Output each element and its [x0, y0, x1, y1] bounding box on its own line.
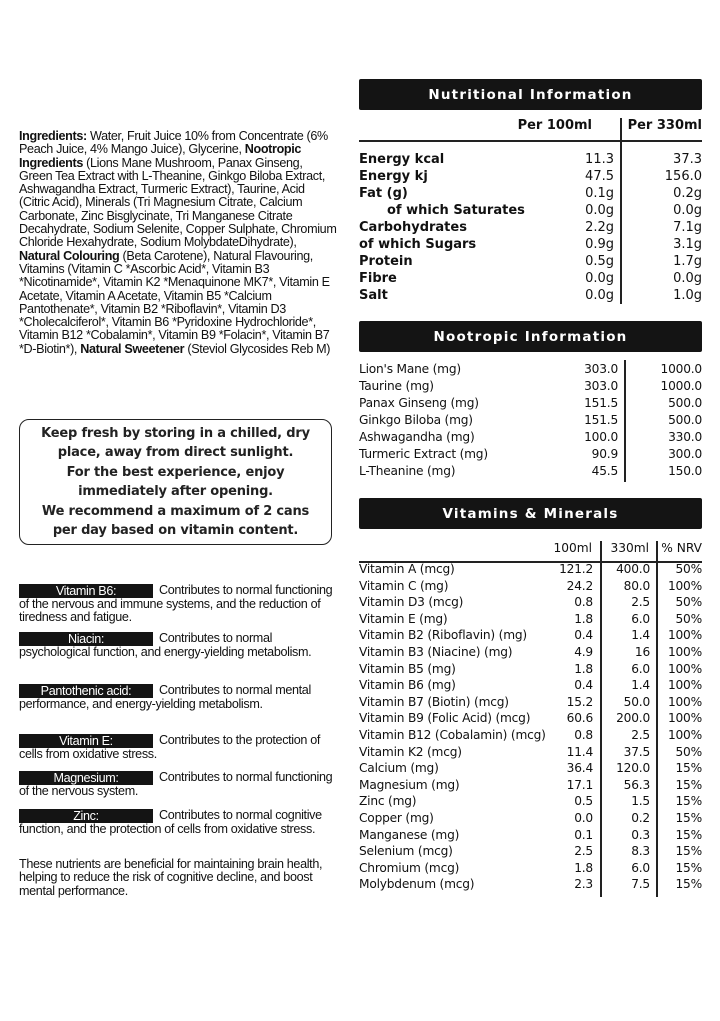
vitamin-row	[359, 678, 702, 695]
nutrition-label: Carbohydrates	[359, 220, 467, 235]
vitamin-value-100ml: 0.1	[574, 827, 593, 842]
nutritional-header-row	[359, 118, 702, 138]
benefit-text: Contributes to normal psychological function, and energy-yielding metabolism.	[19, 631, 312, 659]
per-330ml-header: Per 330ml	[627, 118, 702, 133]
nutrition-value-330ml: 7.1g	[673, 220, 702, 235]
nootropic-row	[359, 430, 702, 447]
nutrition-value-100ml: 11.3	[585, 152, 614, 167]
vitamin-value-330ml: 200.0	[616, 711, 650, 726]
vitamin-value-330ml: 16	[634, 645, 650, 659]
ingredients-part3: (Beta Carotene), Natural Flavouring, Vitamins (Vitamin C *Ascorbic Acid*, Vitamin B3 *Nicotinamide*, Vitamin K2 *Menaquinone MK7*, Vitamin E Acetate, Vitamin A Acetate, Vitamin B5 *Calcium Pantothenate*, Vitamin B2 *Riboflavin*, Vitamin D3 *Cholecalciferol*, Vitamin B6 *Pyridoxine Hydrochloride*, Vitamin B12 *Cobalamin*, Vitamin B9 *Folacin*, Vitamin B7 *D-Biotin*),	[19, 248, 330, 356]
vitamin-nrv: 15%	[675, 877, 702, 892]
vitamin-label: Calcium (mg)	[359, 761, 439, 776]
vitamin-value-100ml: 0.0	[574, 811, 593, 825]
natural-colouring-label: Natural Colouring	[19, 248, 120, 263]
nutrition-value-100ml: 2.2g	[585, 220, 614, 235]
storage-line: We recommend a maximum of 2 cans	[41, 503, 310, 519]
vitamin-value-330ml: 0.3	[631, 827, 650, 842]
benefit-text: Contributes to normal functioning of the nervous and immune systems, and the reduction of tiredness and fatigue.	[19, 583, 333, 624]
benefit-tag: Zinc:	[19, 809, 153, 823]
vitamin-value-100ml: 15.2	[566, 694, 593, 709]
vitamin-nrv: 15%	[675, 777, 702, 792]
vitamin-label: Vitamin A (mcg)	[359, 562, 455, 576]
vitamin-value-100ml: 1.8	[574, 661, 593, 676]
nootropic-row	[359, 447, 702, 464]
vitamin-row	[359, 861, 702, 878]
benefit-tag: Vitamin E:	[19, 734, 153, 748]
vitamin-nrv: 50%	[675, 611, 702, 626]
vitamin-value-330ml: 50.0	[623, 694, 650, 709]
nootropic-row	[359, 464, 702, 481]
per-100ml-header: Per 100ml	[517, 118, 592, 133]
vitamin-label: Molybdenum (mcg)	[359, 877, 475, 892]
nutrition-row	[359, 203, 702, 220]
vitamin-nrv: 50%	[675, 744, 702, 759]
vitamin-value-100ml: 121.2	[559, 562, 593, 576]
vitamin-value-100ml: 60.6	[566, 711, 593, 726]
vitamin-value-330ml: 80.0	[623, 578, 650, 593]
vitamin-label: Vitamin B3 (Niacine) (mg)	[359, 645, 513, 659]
vitamins-100ml-header: 100ml	[553, 541, 592, 555]
nutrition-label: Protein	[359, 254, 413, 269]
nootropic-value-100ml: 151.5	[584, 413, 618, 427]
vitamin-value-330ml: 120.0	[616, 761, 650, 776]
vitamin-value-100ml: 1.8	[574, 611, 593, 626]
storage-advice-box	[19, 419, 332, 545]
vitamin-row	[359, 828, 702, 845]
vitamin-label: Vitamin B9 (Folic Acid) (mcg)	[359, 711, 531, 726]
storage-line: per day based on vitamin content.	[52, 523, 299, 538]
vitamin-row	[359, 811, 702, 828]
vitamin-row	[359, 778, 702, 795]
vitamin-label: Vitamin B6 (mg)	[359, 678, 456, 693]
nutrition-label: Energy kj	[359, 169, 428, 184]
vitamin-value-330ml: 400.0	[616, 562, 650, 576]
nutrition-row	[359, 271, 702, 288]
closing-statement: These nutrients are beneficial for maintaining brain health, helping to reduce the risk of cognitive decline, and boost mental performance.	[19, 857, 323, 898]
vitamin-value-100ml: 0.8	[574, 595, 593, 610]
nootropic-label: Ginkgo Biloba (mg)	[359, 413, 473, 427]
vitamin-nrv: 15%	[675, 794, 702, 809]
benefit-tag: Magnesium:	[19, 771, 153, 785]
vitamin-value-330ml: 1.4	[631, 678, 650, 693]
ingredients-text	[19, 130, 337, 356]
vitamin-label: Vitamin K2 (mcg)	[359, 744, 462, 759]
vitamin-nrv: 15%	[675, 761, 702, 776]
nutrition-row	[359, 186, 702, 203]
nootropic-value-330ml: 500.0	[668, 396, 702, 410]
vitamin-value-100ml: 11.4	[566, 744, 593, 759]
vitamin-nrv: 100%	[667, 628, 702, 643]
nutrition-value-330ml: 0.0g	[673, 203, 702, 218]
vitamin-value-100ml: 0.4	[574, 678, 593, 693]
nootropic-label: Ashwagandha (mg)	[359, 430, 475, 444]
vitamin-value-330ml: 8.3	[631, 844, 650, 859]
vitamin-row	[359, 745, 702, 762]
vitamin-value-100ml: 4.9	[574, 645, 593, 659]
storage-line: place, away from direct sunlight.	[57, 445, 294, 460]
natural-sweetener-label: Natural Sweetener	[80, 341, 185, 356]
nootropic-value-100ml: 303.0	[584, 379, 618, 393]
ingredients-part1: Water, Fruit Juice 10% from Concentrate (6% Peach Juice, 4% Mango Juice), Glycerine,	[19, 129, 328, 157]
benefit-tag: Pantothenic acid:	[19, 684, 153, 698]
nutrition-row	[359, 220, 702, 237]
benefit-text: Contributes to normal mental performance, and energy-yielding metabolism.	[19, 683, 311, 711]
vitamin-label: Chromium (mcg)	[359, 860, 460, 875]
storage-line: immediately after opening.	[78, 484, 273, 499]
nootropic-value-100ml: 100.0	[584, 430, 618, 444]
vitamin-nrv: 100%	[667, 728, 702, 742]
nootropic-row	[359, 396, 702, 413]
vitamin-value-330ml: 1.5	[631, 794, 650, 809]
nutrition-value-330ml: 0.0g	[673, 271, 702, 286]
nootropic-value-330ml: 500.0	[668, 413, 702, 427]
nutritional-header-rule	[359, 140, 702, 142]
vitamin-label: Magnesium (mg)	[359, 777, 460, 792]
nootropic-label: Turmeric Extract (mg)	[359, 447, 488, 461]
nutrition-value-100ml: 0.9g	[585, 237, 614, 252]
nutritional-information-banner: Nutritional Information	[359, 79, 702, 110]
benefit-text: Contributes to normal functioning of the nervous system.	[19, 770, 333, 798]
vitamin-row	[359, 612, 702, 629]
vitamin-value-100ml: 0.8	[574, 728, 593, 742]
nutrition-label: of which Sugars	[359, 237, 477, 252]
vitamin-nrv: 15%	[675, 827, 702, 842]
vitamin-value-100ml: 24.2	[566, 578, 593, 593]
nutrition-row	[359, 237, 702, 254]
vitamin-nrv: 100%	[667, 645, 702, 659]
vitamin-nrv: 100%	[667, 661, 702, 676]
benefit-niacin	[19, 632, 334, 659]
nootropic-value-330ml: 330.0	[668, 430, 702, 444]
vitamin-row	[359, 662, 702, 679]
vitamin-value-100ml: 0.5	[574, 794, 593, 809]
nutrition-value-100ml: 0.0g	[585, 271, 614, 286]
vitamin-nrv: 50%	[675, 595, 702, 610]
vitamin-label: Vitamin D3 (mcg)	[359, 595, 464, 610]
nootropic-label: Panax Ginseng (mg)	[359, 396, 479, 410]
nutrition-row	[359, 169, 702, 186]
vitamin-nrv: 15%	[675, 844, 702, 859]
benefit-vitamin-b6	[19, 584, 334, 624]
ingredients-part4: (Steviol Glycosides Reb M)	[184, 341, 331, 356]
benefit-pantothenic-acid	[19, 684, 334, 711]
benefit-text: Contributes to normal cognitive function, and the protection of cells from oxidative stress.	[19, 808, 322, 836]
vitamin-label: Vitamin B2 (Riboflavin) (mg)	[359, 628, 527, 643]
vitamin-row	[359, 562, 702, 579]
vitamin-value-330ml: 2.5	[631, 595, 650, 610]
vitamin-row	[359, 761, 702, 778]
vitamins-header-row	[359, 541, 702, 559]
benefit-magnesium	[19, 771, 334, 798]
nutrition-row	[359, 254, 702, 271]
vitamin-row	[359, 628, 702, 645]
vitamin-nrv: 100%	[667, 678, 702, 693]
nutrition-row	[359, 288, 702, 305]
nootropic-value-330ml: 300.0	[668, 447, 702, 461]
nootropic-information-banner: Nootropic Information	[359, 321, 702, 352]
nutrition-value-330ml: 156.0	[664, 169, 702, 184]
nutrition-label: Fibre	[359, 271, 397, 286]
vitamin-row	[359, 877, 702, 894]
nutrition-label: of which Saturates	[387, 203, 525, 218]
nootropic-value-330ml: 1000.0	[660, 379, 702, 393]
vitamin-row	[359, 695, 702, 712]
vitamins-minerals-banner: Vitamins & Minerals	[359, 498, 702, 529]
nootropic-label: L-Theanine (mg)	[359, 464, 456, 478]
nutrition-label: Fat (g)	[359, 186, 408, 201]
vitamin-nrv: 100%	[667, 578, 702, 593]
nootropic-value-330ml: 1000.0	[660, 362, 702, 376]
nootropic-row	[359, 413, 702, 430]
nutrition-value-100ml: 0.5g	[585, 254, 614, 269]
nutrition-value-330ml: 0.2g	[673, 186, 702, 201]
nootropic-value-100ml: 45.5	[591, 464, 618, 478]
nootropic-value-100ml: 90.9	[591, 447, 618, 461]
vitamins-330ml-header: 330ml	[610, 541, 649, 555]
nootropic-row	[359, 362, 702, 379]
vitamin-value-330ml: 1.4	[631, 628, 650, 643]
nootropic-row	[359, 379, 702, 396]
vitamin-value-100ml: 17.1	[566, 777, 593, 792]
vitamin-value-330ml: 0.2	[631, 811, 650, 825]
vitamin-value-330ml: 56.3	[623, 777, 650, 792]
vitamin-value-330ml: 6.0	[631, 611, 650, 626]
vitamin-nrv: 50%	[675, 562, 702, 576]
storage-line: Keep fresh by storing in a chilled, dry	[41, 425, 310, 441]
nutrition-label: Energy kcal	[359, 152, 445, 167]
vitamin-value-330ml: 37.5	[623, 744, 650, 759]
nootropic-value-330ml: 150.0	[668, 464, 702, 478]
ingredients-part2: (Lions Mane Mushroom, Panax Ginseng, Green Tea Extract with L-Theanine, Ginkgo Biloba Extract, Ashwagandha Extract, Turmeric Extract), Taurine, Acid (Citric Acid), Minerals (Tri Magnesium Citrate, Calcium Carbonate, Zinc Bisglycinate, Tri Manganese Citrate Decahydrate, Sodium Selenite, Copper Sulphate, Chromium Chloride Hexahydrate, Sodium MolybdateDihydrate),	[19, 155, 337, 250]
vitamin-value-100ml: 36.4	[566, 761, 593, 776]
nootropic-ingredients-label: Nootropic Ingredients	[19, 142, 302, 170]
benefit-vitamin-e	[19, 734, 334, 761]
vitamins-nrv-header: % NRV	[661, 541, 702, 555]
nutrition-label: Salt	[359, 288, 388, 303]
vitamin-value-330ml: 6.0	[631, 860, 650, 875]
nutrition-value-100ml: 0.0g	[585, 288, 614, 303]
vitamin-label: Vitamin C (mg)	[359, 578, 449, 593]
nutrition-row	[359, 152, 702, 169]
nutrition-value-330ml: 37.3	[673, 152, 702, 167]
benefit-zinc	[19, 809, 334, 836]
vitamin-value-100ml: 2.3	[574, 877, 593, 892]
vitamin-nrv: 100%	[667, 694, 702, 709]
nutrition-value-100ml: 0.1g	[585, 186, 614, 201]
vitamin-row	[359, 844, 702, 861]
vitamin-value-330ml: 6.0	[631, 661, 650, 676]
nootropic-value-100ml: 151.5	[584, 396, 618, 410]
vitamin-nrv: 15%	[675, 860, 702, 875]
vitamin-nrv: 100%	[667, 711, 702, 726]
vitamin-value-330ml: 2.5	[631, 728, 650, 742]
nootropic-label: Lion's Mane (mg)	[359, 362, 461, 376]
nutrition-value-100ml: 47.5	[585, 169, 614, 184]
vitamin-label: Zinc (mg)	[359, 794, 417, 809]
nootropic-label: Taurine (mg)	[359, 379, 434, 393]
vitamin-label: Copper (mg)	[359, 811, 434, 825]
vitamin-value-100ml: 2.5	[574, 844, 593, 859]
nutrition-value-100ml: 0.0g	[585, 203, 614, 218]
vitamin-row	[359, 794, 702, 811]
vitamin-label: Vitamin B7 (Biotin) (mcg)	[359, 694, 509, 709]
nutrition-value-330ml: 1.0g	[673, 288, 702, 303]
ingredients-label: Ingredients:	[19, 129, 87, 143]
storage-advice-text	[41, 424, 310, 541]
vitamin-label: Vitamin E (mg)	[359, 611, 448, 626]
vitamin-row	[359, 595, 702, 612]
vitamin-row	[359, 645, 702, 662]
nutrition-value-330ml: 3.1g	[673, 237, 702, 252]
benefit-tag: Vitamin B6:	[19, 584, 153, 598]
vitamin-row	[359, 579, 702, 596]
vitamin-label: Selenium (mcg)	[359, 844, 453, 859]
vitamin-row	[359, 728, 702, 745]
benefit-text: Contributes to the protection of cells from oxidative stress.	[19, 733, 321, 761]
vitamin-label: Vitamin B12 (Cobalamin) (mcg)	[359, 728, 546, 742]
vitamin-row	[359, 711, 702, 728]
benefit-tag: Niacin:	[19, 632, 153, 646]
vitamin-value-100ml: 0.4	[574, 628, 593, 643]
vitamin-value-100ml: 1.8	[574, 860, 593, 875]
nutrition-value-330ml: 1.7g	[673, 254, 702, 269]
vitamin-label: Vitamin B5 (mg)	[359, 661, 456, 676]
nootropic-value-100ml: 303.0	[584, 362, 618, 376]
vitamin-nrv: 15%	[675, 811, 702, 825]
storage-line: For the best experience, enjoy	[66, 464, 285, 480]
vitamin-label: Manganese (mg)	[359, 827, 460, 842]
vitamin-value-330ml: 7.5	[631, 877, 650, 892]
